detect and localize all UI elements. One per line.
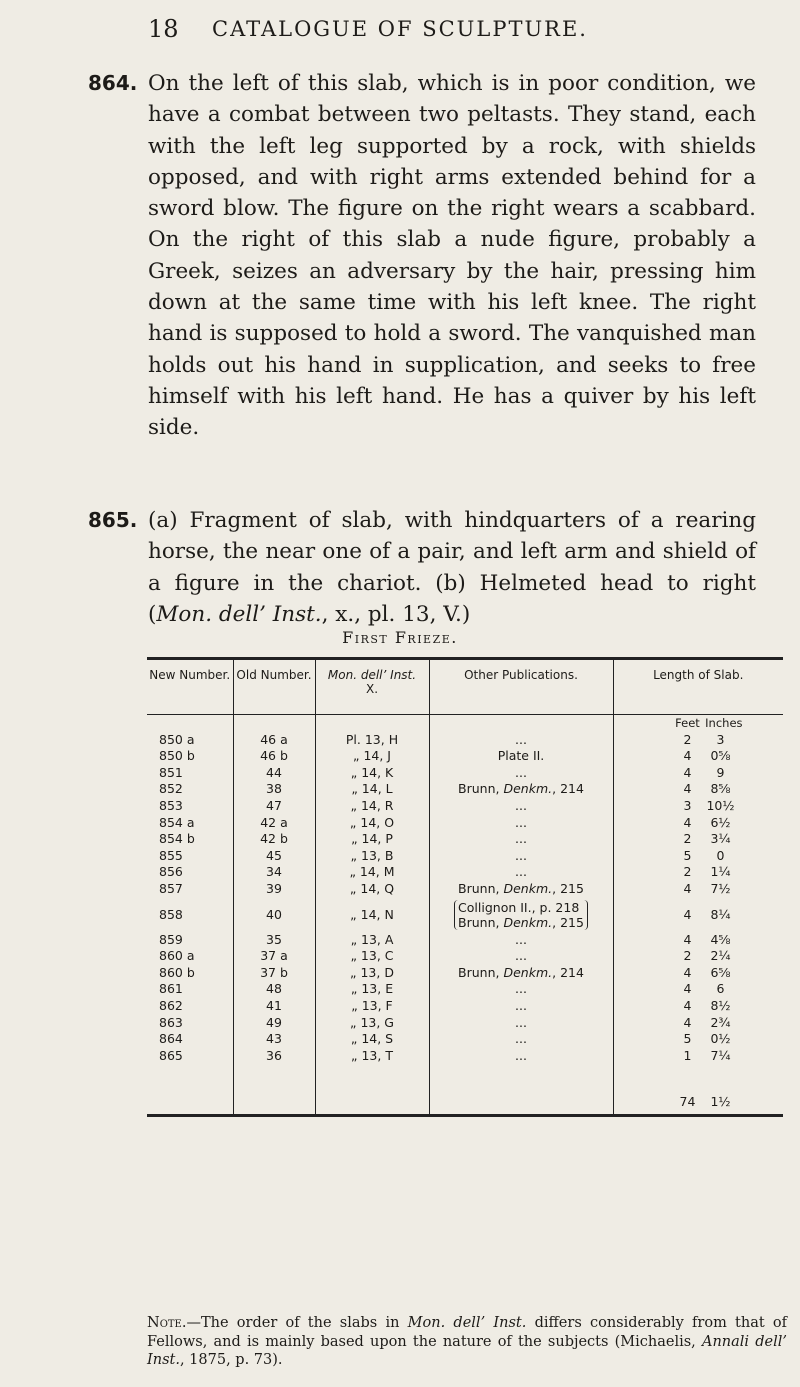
cell-mon-inst: „ 14, O — [315, 815, 429, 832]
table-row — [147, 965, 783, 982]
cell-old-number: 38 — [233, 781, 315, 798]
cell-new-number: 862 — [159, 997, 183, 1013]
cell-other-publications: ... — [429, 848, 613, 865]
cell-other-publications: ... — [429, 948, 613, 965]
cell-old-number: 35 — [233, 932, 315, 949]
cell-new-number: 863 — [159, 1014, 183, 1030]
cell-old-number: 37 b — [233, 965, 315, 982]
cell-mon-inst: „ 13, B — [315, 848, 429, 865]
cell-new-number: 850 a — [159, 731, 195, 747]
cell-new-number: 850 b — [159, 748, 195, 764]
cell-old-number: 48 — [233, 981, 315, 998]
cell-length: 4 8½ — [613, 998, 783, 1015]
cell-other-publications: ... — [429, 765, 613, 782]
cell-old-number: 45 — [233, 848, 315, 865]
cell-old-number: 47 — [233, 798, 315, 815]
cell-mon-inst: „ 14, M — [315, 864, 429, 881]
table-row — [147, 864, 783, 881]
cell-new-number: 861 — [159, 981, 183, 997]
table-row — [147, 1048, 783, 1065]
cell-length: 5 0½ — [613, 1031, 783, 1048]
table-row — [147, 948, 783, 965]
cell-old-number: 43 — [233, 1031, 315, 1048]
cell-new-number: 854 a — [159, 814, 195, 830]
cell-other-publications: ... — [429, 1015, 613, 1032]
cell-new-number: 854 b — [159, 831, 195, 847]
running-title: CATALOGUE OF SCULPTURE. — [212, 17, 588, 41]
cell-old-number: 46 b — [233, 748, 315, 765]
cell-mon-inst: „ 14, L — [315, 781, 429, 798]
cell-new-number: 860 a — [159, 948, 195, 964]
cell-old-number: 39 — [233, 881, 315, 898]
header-mon-inst: Mon. dell’ Inst. X. — [315, 659, 429, 715]
table-row — [147, 748, 783, 765]
cell-new-number: 860 b — [159, 964, 195, 980]
cell-mon-inst: „ 13, E — [315, 981, 429, 998]
cell-length: 4 8¼ — [613, 898, 783, 932]
cell-mon-inst: „ 13, F — [315, 998, 429, 1015]
table-row — [147, 1015, 783, 1032]
cell-length: 3 10½ — [613, 798, 783, 815]
cell-other-publications: ... — [429, 1031, 613, 1048]
table-row — [147, 781, 783, 798]
cell-length: 2 1¼ — [613, 864, 783, 881]
cell-mon-inst: „ 14, K — [315, 765, 429, 782]
cell-mon-inst: „ 13, A — [315, 932, 429, 949]
cell-length: 4 6⅝ — [613, 965, 783, 982]
cell-other-publications: ... — [429, 798, 613, 815]
slab-table — [147, 657, 783, 1117]
cell-length: 4 6½ — [613, 815, 783, 832]
table-row — [147, 815, 783, 832]
page-header — [0, 15, 800, 55]
cell-new-number: 865 — [159, 1047, 183, 1063]
cell-length: 4 9 — [613, 765, 783, 782]
cell-mon-inst: „ 13, C — [315, 948, 429, 965]
table-row — [147, 981, 783, 998]
cell-other-publications: Plate II. — [429, 748, 613, 765]
cell-old-number: 42 a — [233, 815, 315, 832]
cell-length: 4 4⅝ — [613, 932, 783, 949]
cell-mon-inst: „ 14, R — [315, 798, 429, 815]
page-number: 18 — [148, 15, 179, 43]
table-row — [147, 798, 783, 815]
cell-mon-inst: „ 14, P — [315, 831, 429, 848]
cell-new-number: 856 — [159, 864, 183, 880]
cell-new-number: 859 — [159, 931, 183, 947]
cell-new-number: 852 — [159, 781, 183, 797]
table-row — [147, 998, 783, 1015]
cell-new-number: 851 — [159, 764, 183, 780]
cell-length: 5 0 — [613, 848, 783, 865]
table-row — [147, 765, 783, 782]
cell-other-publications: ... — [429, 932, 613, 949]
cell-old-number: 37 a — [233, 948, 315, 965]
cell-mon-inst: „ 13, D — [315, 965, 429, 982]
table-row — [147, 831, 783, 848]
cell-length: 4 6 — [613, 981, 783, 998]
cell-new-number: 855 — [159, 847, 183, 863]
table-note: Note.—The order of the slabs in Mon. dell’ Inst. differs considerably from that of Fellows, and is mainly based upon the nature of the subjects (Michaelis, Annali dell’ Inst., 1875, p. 73). — [147, 1315, 788, 1368]
entry-text: (a) Fragment of slab, with hindquarters of a rearing horse, the near one of a pair, and left arm and shield of a figure in the chariot. (b) Helmeted head to right (Mon. dell’ Inst., x., pl. 13, V.) — [148, 508, 756, 627]
cell-length: 2 2¼ — [613, 948, 783, 965]
cell-mon-inst: „ 13, G — [315, 1015, 429, 1032]
cell-mon-inst: „ 14, N — [315, 898, 429, 932]
cell-other-publications: Collignon II., p. 218 Brunn, Denkm., 215 — [429, 898, 613, 932]
cell-length: 4 2¾ — [613, 1015, 783, 1032]
cell-other-publications: Brunn, Denkm., 214 — [429, 781, 613, 798]
cell-total-length: 74 1½ — [613, 1064, 783, 1116]
header-other-publications: Other Publications. — [429, 659, 613, 715]
cell-old-number: 44 — [233, 765, 315, 782]
table-row — [147, 848, 783, 865]
cell-other-publications: Brunn, Denkm., 215 — [429, 881, 613, 898]
cell-old-number: 41 — [233, 998, 315, 1015]
cell-new-number: 864 — [159, 1031, 183, 1047]
cell-other-publications: ... — [429, 831, 613, 848]
table-row — [147, 732, 783, 749]
cell-old-number: 46 a — [233, 732, 315, 749]
cell-other-publications: ... — [429, 815, 613, 832]
entry-number: 864. — [88, 71, 138, 95]
cell-length: 4 0⅝ — [613, 748, 783, 765]
cell-length: 4 7½ — [613, 881, 783, 898]
cell-new-number: 858 — [159, 907, 183, 923]
cell-old-number: 40 — [233, 898, 315, 932]
table-title: First Frieze. — [342, 628, 458, 647]
cell-mon-inst: „ 14, S — [315, 1031, 429, 1048]
cell-old-number: 36 — [233, 1048, 315, 1065]
cell-other-publications: ... — [429, 981, 613, 998]
cell-other-publications: ... — [429, 732, 613, 749]
header-old-number: Old Number. — [233, 659, 315, 715]
header-new-number: New Number. — [147, 659, 233, 715]
cell-length: 2 3¼ — [613, 831, 783, 848]
cell-length: 4 8⅝ — [613, 781, 783, 798]
table-row — [147, 1031, 783, 1048]
cell-old-number: 49 — [233, 1015, 315, 1032]
table-row — [147, 881, 783, 898]
cell-other-publications: ... — [429, 864, 613, 881]
cell-mon-inst: „ 14, Q — [315, 881, 429, 898]
cell-mon-inst: „ 14, J — [315, 748, 429, 765]
table-row — [147, 932, 783, 949]
cell-length: 1 7¼ — [613, 1048, 783, 1065]
cell-other-publications: ... — [429, 998, 613, 1015]
cell-length: 2 3 — [613, 732, 783, 749]
cell-old-number: 34 — [233, 864, 315, 881]
units-row: Feet Inches — [147, 715, 783, 732]
total-row — [147, 1064, 783, 1116]
entry-text: On the left of this slab, which is in poor condition, we have a combat between two peltasts. They stand, each with the left leg supported by a rock, with shields opposed, and with right arms extended behind for a sword blow. The figure on the right wears a scabbard. On the right of this slab a nude figure, probably a Greek, seizes an adversary by the hair, pressing him down at the same time with his left knee. The right hand is supposed to hold a sword. The vanquished man holds out his hand in supplication, and seeks to free himself with his left hand. He has a quiver by his left side. — [148, 71, 756, 441]
cell-mon-inst: „ 13, T — [315, 1048, 429, 1065]
cell-other-publications: Brunn, Denkm., 214 — [429, 965, 613, 982]
header-length: Length of Slab. — [613, 659, 783, 715]
cell-new-number: 853 — [159, 797, 183, 813]
cell-mon-inst: Pl. 13, H — [315, 732, 429, 749]
entry-number: 865. — [88, 508, 138, 532]
cell-old-number: 42 b — [233, 831, 315, 848]
cell-new-number: 857 — [159, 880, 183, 896]
cell-other-publications: ... — [429, 1048, 613, 1065]
table-row — [147, 898, 783, 932]
table-header-row — [147, 659, 783, 715]
